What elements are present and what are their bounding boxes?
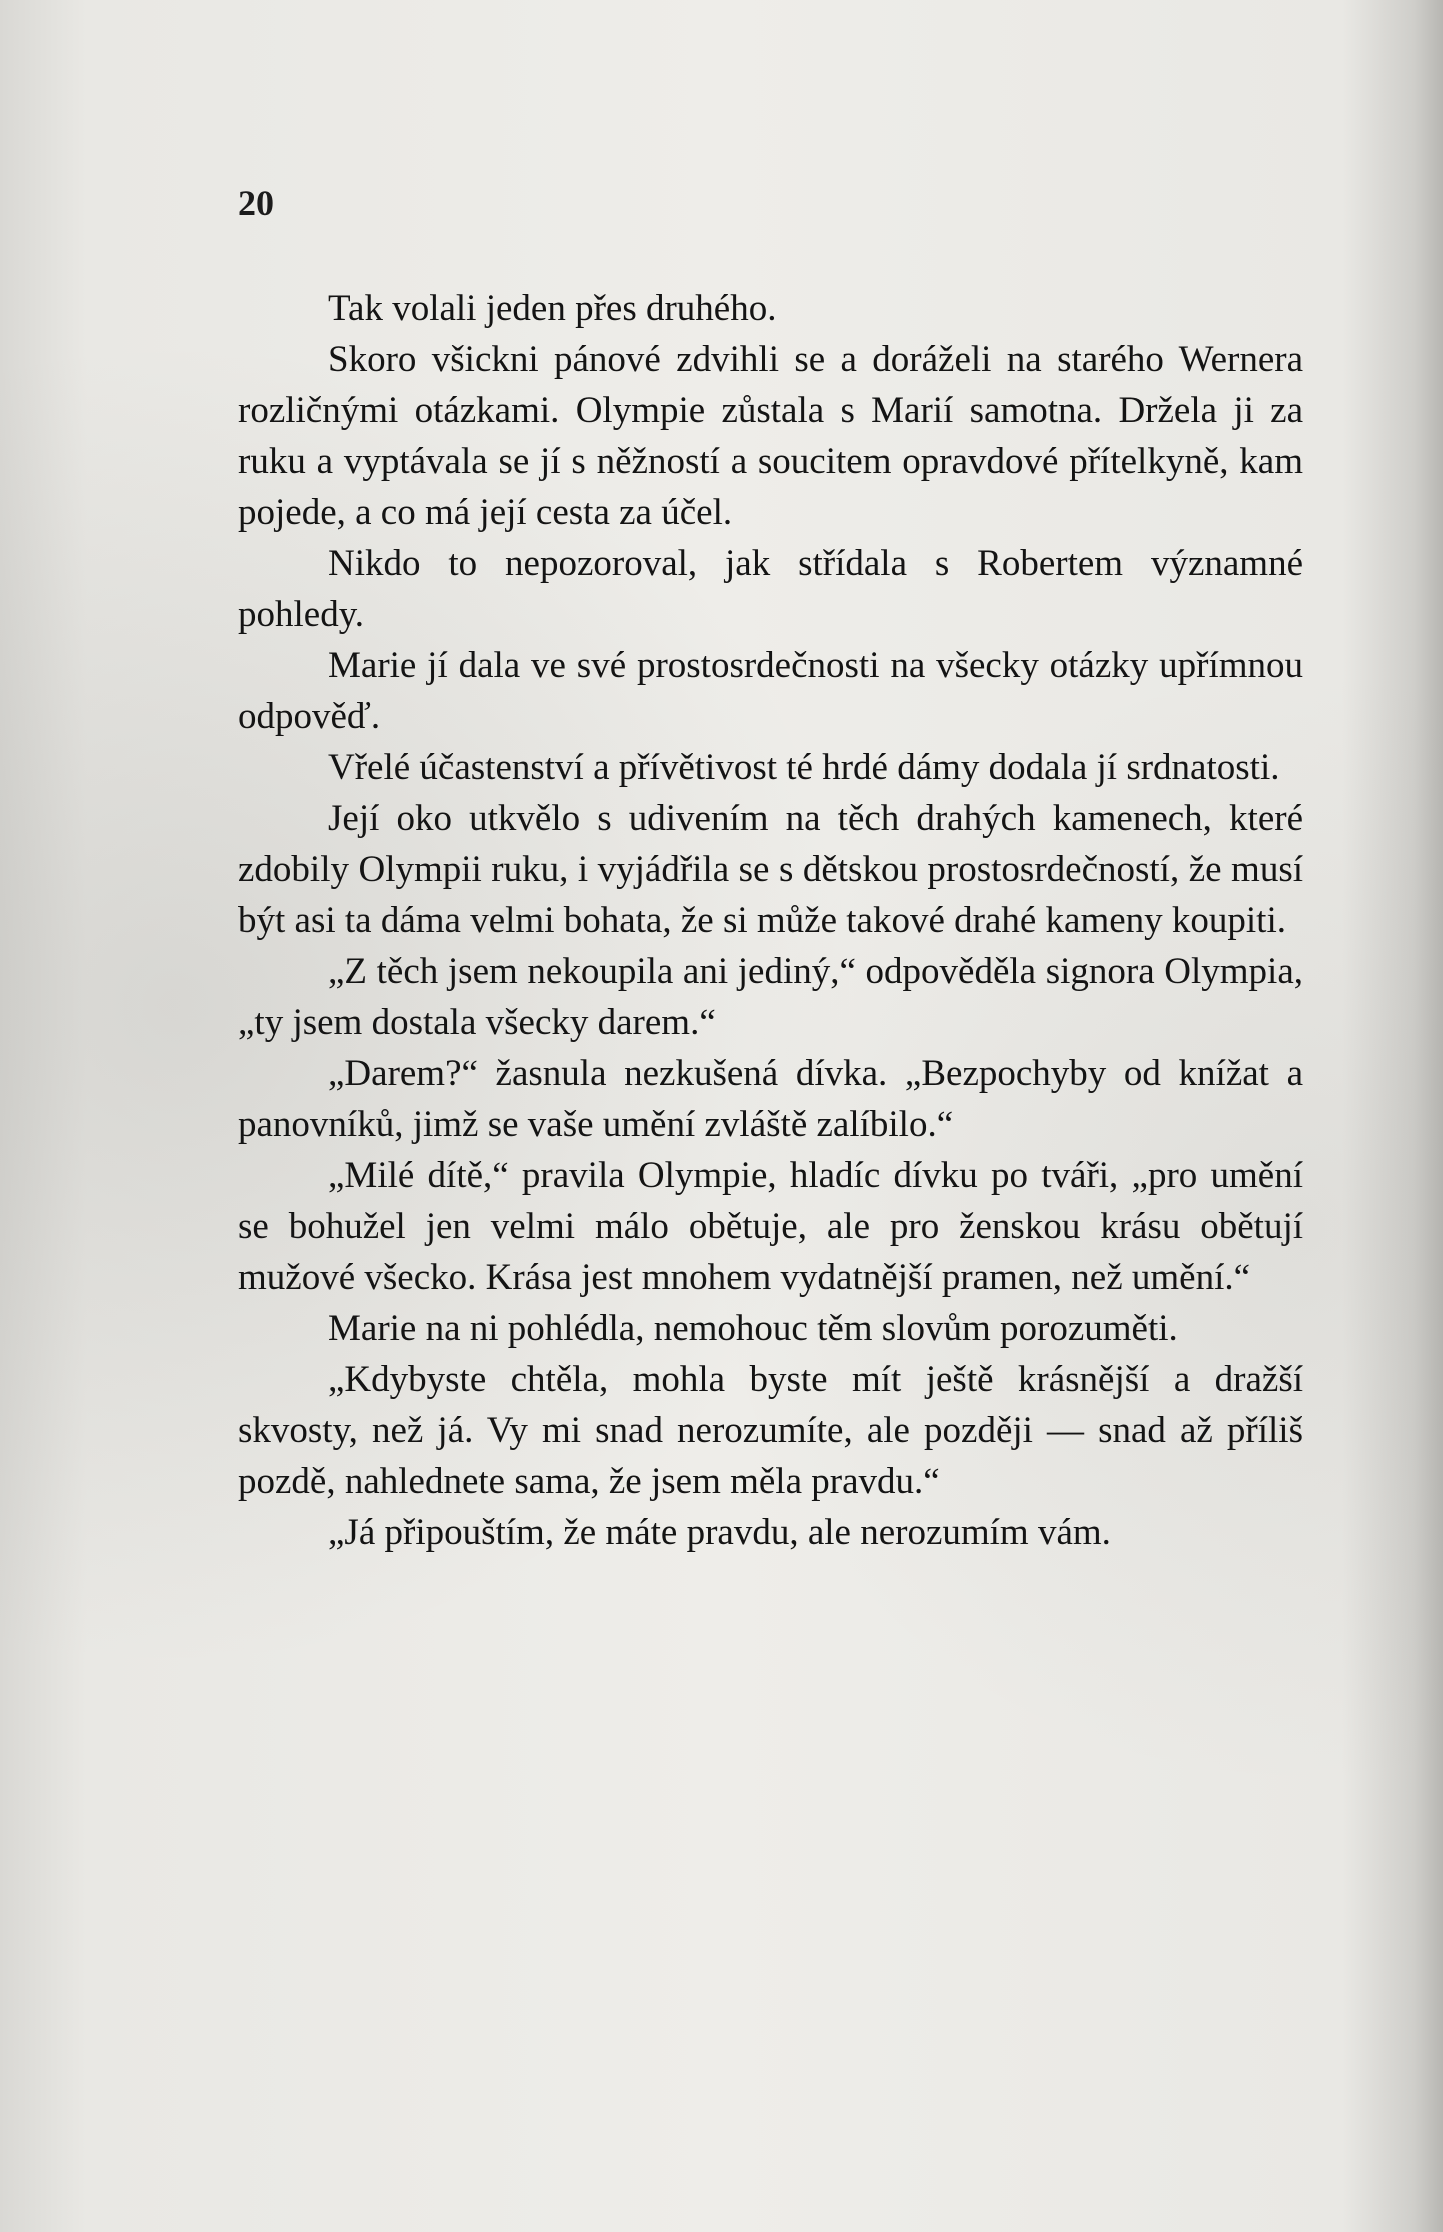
paragraph: „Já připouštím, že máte pravdu, ale nerozumím vám. — [328, 1512, 1111, 1553]
body-text — [238, 283, 1303, 1558]
paragraph: Skoro všickni pánové zdvihli se a doráželi na starého Wernera rozličnými otázkami. Olympie zůstala s Marií samotna. Držela ji za ruku a vyptávala se jí s něžností a soucitem opravdové přítelkyně, kam pojede, a co má její cesta za účel. — [238, 339, 1303, 533]
paragraph: „Milé dítě,“ pravila Olympie, hladíc dívku po tváři, „pro umění se bohužel jen velmi málo obětuje, ale pro ženskou krásu obětují mužové všecko. Krása jest mnohem vydatnější pramen, než umění.“ — [238, 1155, 1303, 1298]
paragraph: „Z těch jsem nekoupila ani jediný,“ odpověděla signora Olympia, „ty jsem dostala všecky darem.“ — [238, 951, 1303, 1043]
paragraph: Vřelé účastenství a přívětivost té hrdé dámy dodala jí srdnatosti. — [328, 747, 1280, 788]
page-number: 20 — [238, 183, 274, 223]
paragraph: Marie jí dala ve své prostosrdečnosti na všecky otázky upřímnou odpověď. — [238, 645, 1303, 737]
paragraph: Marie na ni pohlédla, nemohouc těm slovům porozuměti. — [328, 1308, 1178, 1349]
paragraph: Nikdo to nepozoroval, jak střídala s Robertem významné pohledy. — [238, 543, 1303, 635]
paragraph: Tak volali jeden přes druhého. — [328, 288, 777, 329]
paragraph: „Kdybyste chtěla, mohla byste mít ještě krásnější a dražší skvosty, než já. Vy mi snad nerozumíte, ale později — snad až příliš pozdě, nahlednete sama, že jsem měla pravdu.“ — [238, 1359, 1303, 1502]
paragraph: Její oko utkvělo s udivením na těch drahých kamenech, které zdobily Olympii ruku, i vyjádřila se s dětskou prostosrdečností, že musí být asi ta dáma velmi bohata, že si může takové drahé kameny koupiti. — [238, 798, 1303, 941]
paragraph: „Darem?“ žasnula nezkušená dívka. „Bezpochyby od knížat a panovníků, jimž se vaše umění zvláště zalíbilo.“ — [238, 1053, 1303, 1145]
